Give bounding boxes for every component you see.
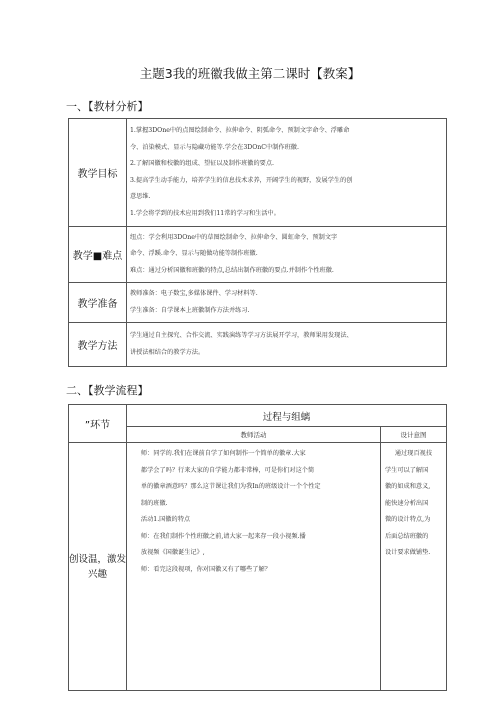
text-line: 讲授法相结合的教学方法。 [130, 348, 205, 356]
text-line: 通过现百视技 [394, 450, 433, 457]
row-label-key-points: 教学■难点 [69, 227, 127, 283]
text-line: 令、泊染模式、显示与隐藏功能等.学会在3DOnC中制作班徽. [130, 143, 299, 151]
design-intent-header: 设计意图 [381, 427, 447, 443]
text-line: 1.掌握3DOne中的点图绘制命令、拉伸命令、阴弧命令、预制文字命令、浮雕命 [130, 127, 350, 134]
text-line: 纽点：学会利用3DOne中的草图绘制命令、拉伸命令、圆虹命令、预制文字 [130, 233, 338, 241]
text-line: 放视频《国徽诞生记》, [140, 549, 205, 556]
text-line: 师：在我们制作个性班徽之前,请大家一起来存一段小视频.播 [140, 532, 306, 540]
table-row [69, 323, 447, 367]
text-line: 都学会了吗？行来大家的自学能力都非常棒，可是你们对这个简 [140, 466, 315, 474]
text-line: 2.了解国徽和校徽的组成、望征以及制作班徽的要点. [130, 160, 274, 167]
objectives-content [127, 119, 447, 227]
row-label-preparation: 教学准备 [69, 283, 127, 323]
table-row [69, 443, 447, 691]
text-line: 命令、浮蹊.命令、显示与随做功能等制作班徽. [130, 250, 258, 258]
text-line: 师：同学的.我们在课前自学了如何制作一个简单的徽章.大家 [140, 450, 306, 457]
table-row [69, 227, 447, 283]
text-line: 3.提高学生动手能力，培养学生的信息技术求养，开阔学生的视野，发展学生的创 [130, 176, 353, 184]
key-points-content [127, 227, 447, 283]
text-line: 制的班徽. [140, 499, 168, 507]
text-line: 意思维. [130, 193, 151, 200]
teacher-activity-content [127, 443, 381, 691]
stage-header: ”环节 [69, 405, 127, 443]
methods-content [127, 323, 447, 367]
text-line: 单的徽章酒意吗？那么这节课让我们为我In的班级设计一个个性定 [140, 483, 321, 490]
text-line: 设计要求做铺垫. [385, 549, 431, 556]
stage-label: 创设温，激发兴趣 [69, 443, 127, 691]
text-line: 学生通过自主探究、合作交流、实践演练等学习方法展开学习，教师果用发现法、 [130, 332, 353, 339]
text-line: 教师准备：电子数宝,多媒体课件、学习材料等. [130, 290, 258, 297]
section-heading-analysis: 一、【教材分析】 [66, 100, 149, 113]
row-label-methods: 教学方法 [69, 323, 127, 367]
row-label-objectives: 教学目标 [69, 119, 127, 227]
text-line: 学生准备：自学课本上班徽制作方法并练习. [130, 306, 250, 314]
text-line: 学生可以了解国 [385, 466, 429, 474]
section-heading-flow: 二、【教学流程】 [66, 384, 149, 397]
text-line: 微的设计特点,为 [385, 516, 431, 523]
page-title: 主题3我的班徽我做主第二课时【教案】 [139, 66, 361, 81]
table-row [69, 283, 447, 323]
table-row [69, 119, 447, 227]
text-line: 徽的如成和意义, [385, 483, 431, 490]
flow-table [68, 404, 447, 691]
teacher-activity-header: 教师活动 [127, 427, 381, 443]
text-line: 师：看完这段视项，你对国徽又有了哪些了解？ [140, 565, 271, 573]
text-line: 难点：通过分析国徽和班徽的特点,总结出制作班徽的要点.并制作个性班徽. [130, 266, 334, 274]
preparation-content [127, 283, 447, 323]
text-line: 后面总结班徽的 [385, 532, 429, 540]
design-intent-content [381, 443, 447, 691]
text-line: 1.学会将学到的技术应用到我们11常的学习和生活中。 [130, 209, 280, 217]
text-line: 活动1.国徽的特点 [140, 516, 191, 523]
text-line: 能快速分析出国 [385, 499, 429, 507]
analysis-table [68, 118, 447, 367]
table-row [69, 405, 447, 427]
process-header: 过程与组螭 [127, 405, 447, 427]
